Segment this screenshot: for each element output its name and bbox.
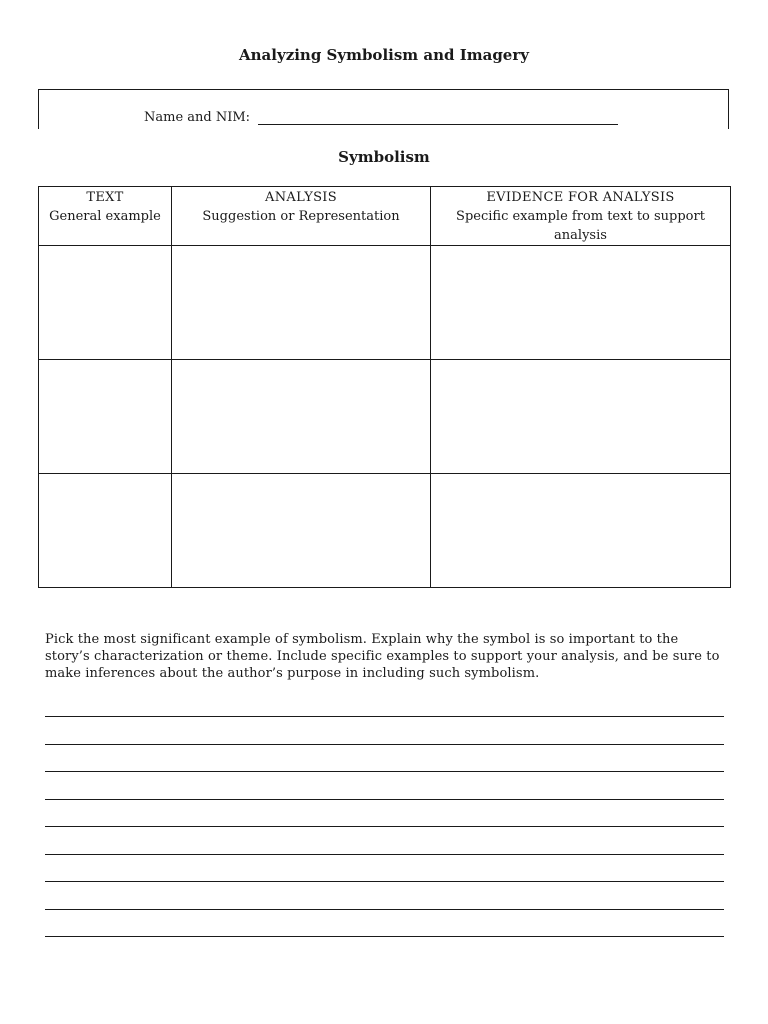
analysis-cell[interactable] xyxy=(172,246,431,360)
column-title: TEXT xyxy=(86,190,124,205)
answer-line[interactable] xyxy=(45,716,724,717)
column-subtitle: General example xyxy=(49,209,161,224)
answer-line[interactable] xyxy=(45,799,724,800)
column-title: EVIDENCE FOR ANALYSIS xyxy=(486,190,675,205)
answer-line[interactable] xyxy=(45,771,724,772)
answer-line[interactable] xyxy=(45,744,724,745)
answer-line[interactable] xyxy=(45,854,724,855)
answer-line[interactable] xyxy=(45,881,724,882)
essay-prompt: Pick the most significant example of symbolism. Explain why the symbol is so important to the story’s characterization or theme. Include specific examples to support your analysis, and be sure to make inferences about the author’s purpose in including such symbolism. xyxy=(45,632,720,681)
evidence-cell[interactable] xyxy=(431,246,731,360)
answer-line[interactable] xyxy=(45,936,724,937)
name-box xyxy=(38,89,729,129)
text-cell[interactable] xyxy=(39,360,172,474)
table-row xyxy=(39,246,731,360)
answer-lines[interactable] xyxy=(45,716,724,964)
section-title: Symbolism xyxy=(338,148,430,166)
table-header-row xyxy=(39,187,731,246)
answer-line[interactable] xyxy=(45,909,724,910)
table-row xyxy=(39,360,731,474)
column-subtitle: Suggestion or Representation xyxy=(202,209,400,224)
worksheet-title: Analyzing Symbolism and Imagery xyxy=(239,46,529,64)
name-label: Name and NIM: xyxy=(144,110,251,125)
table-row xyxy=(39,474,731,588)
column-subtitle: Specific example from text to support analysis xyxy=(456,209,705,243)
text-cell[interactable] xyxy=(39,246,172,360)
evidence-cell[interactable] xyxy=(431,360,731,474)
column-header-text xyxy=(39,187,172,246)
name-field[interactable] xyxy=(258,124,618,125)
column-title: ANALYSIS xyxy=(265,190,337,205)
symbolism-table xyxy=(38,186,731,588)
column-header-evidence xyxy=(431,187,731,246)
text-cell[interactable] xyxy=(39,474,172,588)
answer-line[interactable] xyxy=(45,826,724,827)
analysis-cell[interactable] xyxy=(172,360,431,474)
evidence-cell[interactable] xyxy=(431,474,731,588)
analysis-cell[interactable] xyxy=(172,474,431,588)
column-header-analysis xyxy=(172,187,431,246)
